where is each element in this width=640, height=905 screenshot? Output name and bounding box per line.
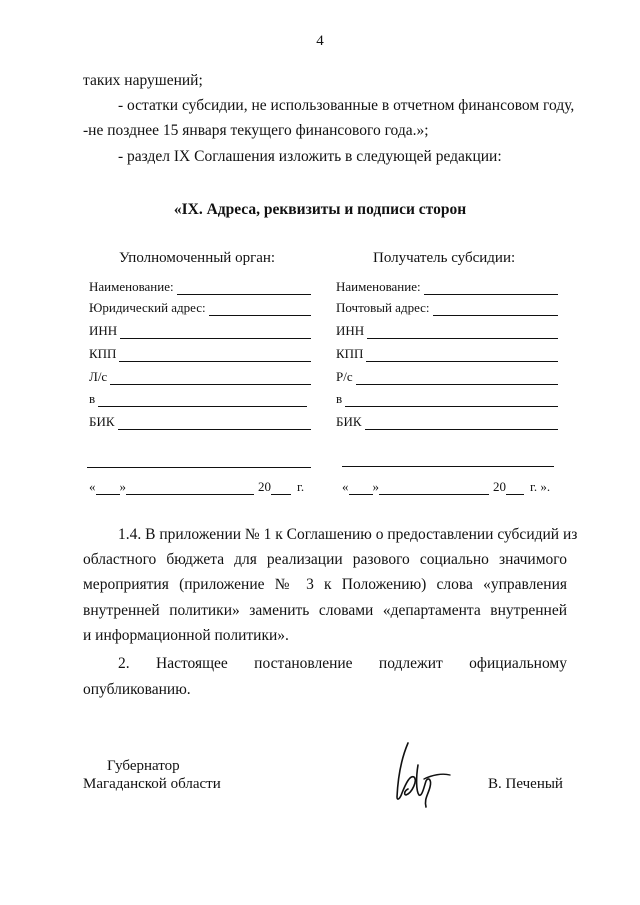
year-prefix: 20 <box>493 479 506 494</box>
signatory-position-line-2: Магаданской области <box>83 776 221 792</box>
para-14-line-2: областного бюджета для реализации разового социально значимого <box>83 551 567 568</box>
year-blank <box>271 482 291 495</box>
fill-line <box>120 326 311 339</box>
right-field-kpp <box>336 346 558 362</box>
field-label: КПП <box>336 346 364 361</box>
intro-line-4: - раздел IX Соглашения изложить в следующей редакции: <box>118 148 502 165</box>
field-label: Л/с <box>89 369 108 384</box>
right-field-postal-address <box>336 300 558 316</box>
field-label: Юридический адрес: <box>89 300 206 315</box>
page-number: 4 <box>316 33 324 49</box>
left-date-line <box>89 479 304 495</box>
field-label: ИНН <box>336 323 365 338</box>
quote-close: » <box>119 479 126 494</box>
fill-line <box>98 394 307 407</box>
right-column-title: Получатель субсидии: <box>373 250 516 266</box>
day-blank <box>349 482 373 495</box>
field-label: Р/с <box>336 369 353 384</box>
left-field-name <box>89 279 311 295</box>
field-label: в <box>89 391 96 406</box>
right-date-line <box>342 479 550 495</box>
fill-line <box>110 372 311 385</box>
signatory-position-line-1: Губернатор <box>107 758 180 774</box>
signatory-name: В. Печеный <box>488 776 563 792</box>
fill-line <box>366 349 558 362</box>
left-signature-line <box>87 467 311 468</box>
right-signature-line <box>342 466 554 467</box>
year-prefix: 20 <box>258 479 271 494</box>
intro-line-1: таких нарушений; <box>83 72 203 89</box>
quote-close: » <box>372 479 379 494</box>
left-field-kpp <box>89 346 311 362</box>
month-blank <box>379 482 489 495</box>
day-blank <box>96 482 120 495</box>
para-2-line-1: 2. Настоящее постановление подлежит официальному <box>118 655 567 672</box>
fill-line <box>209 303 311 316</box>
section-heading: «IX. Адреса, реквизиты и подписи сторон <box>173 201 467 218</box>
para-14-line-3: мероприятия (приложение № 3 к Положению) слова «управления <box>83 576 567 593</box>
field-label: Наименование: <box>336 279 421 294</box>
para-14-line-4: внутренней политики» заменить словами «департамента внутренней <box>83 602 567 619</box>
fill-line <box>177 282 311 295</box>
left-field-bik <box>89 414 311 430</box>
right-field-bik <box>336 414 558 430</box>
left-field-bank <box>89 391 307 407</box>
left-field-account <box>89 369 311 385</box>
month-blank <box>126 482 254 495</box>
fill-line <box>356 372 558 385</box>
para-14-line-1: 1.4. В приложении № 1 к Соглашению о предоставлении субсидий из <box>118 526 578 543</box>
field-label: БИК <box>89 414 115 429</box>
handwritten-signature <box>388 735 458 813</box>
fill-line <box>433 303 558 316</box>
right-field-name <box>336 279 558 295</box>
intro-line-3: -не позднее 15 января текущего финансового года.»; <box>83 122 429 139</box>
right-field-bank <box>336 391 558 407</box>
left-column-title: Уполномоченный орган: <box>119 250 276 266</box>
fill-line <box>119 349 311 362</box>
intro-line-2: - остатки субсидии, не использованные в отчетном финансовом году, <box>118 97 575 114</box>
quote-open: « <box>342 479 349 494</box>
fill-line <box>345 394 558 407</box>
left-field-legal-address <box>89 300 311 316</box>
year-suffix: г. <box>297 479 305 494</box>
field-label: БИК <box>336 414 362 429</box>
left-field-inn <box>89 323 311 339</box>
right-field-account <box>336 369 558 385</box>
field-label: Наименование: <box>89 279 174 294</box>
year-suffix: г. ». <box>530 479 551 494</box>
fill-line <box>424 282 558 295</box>
right-field-inn <box>336 323 558 339</box>
year-blank <box>506 482 524 495</box>
fill-line <box>365 417 558 430</box>
quote-open: « <box>89 479 96 494</box>
para-14-line-5: и информационной политики». <box>83 627 289 644</box>
para-2-line-2: опубликованию. <box>83 681 191 698</box>
field-label: в <box>336 391 343 406</box>
field-label: КПП <box>89 346 117 361</box>
fill-line <box>367 326 558 339</box>
fill-line <box>118 417 311 430</box>
field-label: ИНН <box>89 323 118 338</box>
field-label: Почтовый адрес: <box>336 300 430 315</box>
